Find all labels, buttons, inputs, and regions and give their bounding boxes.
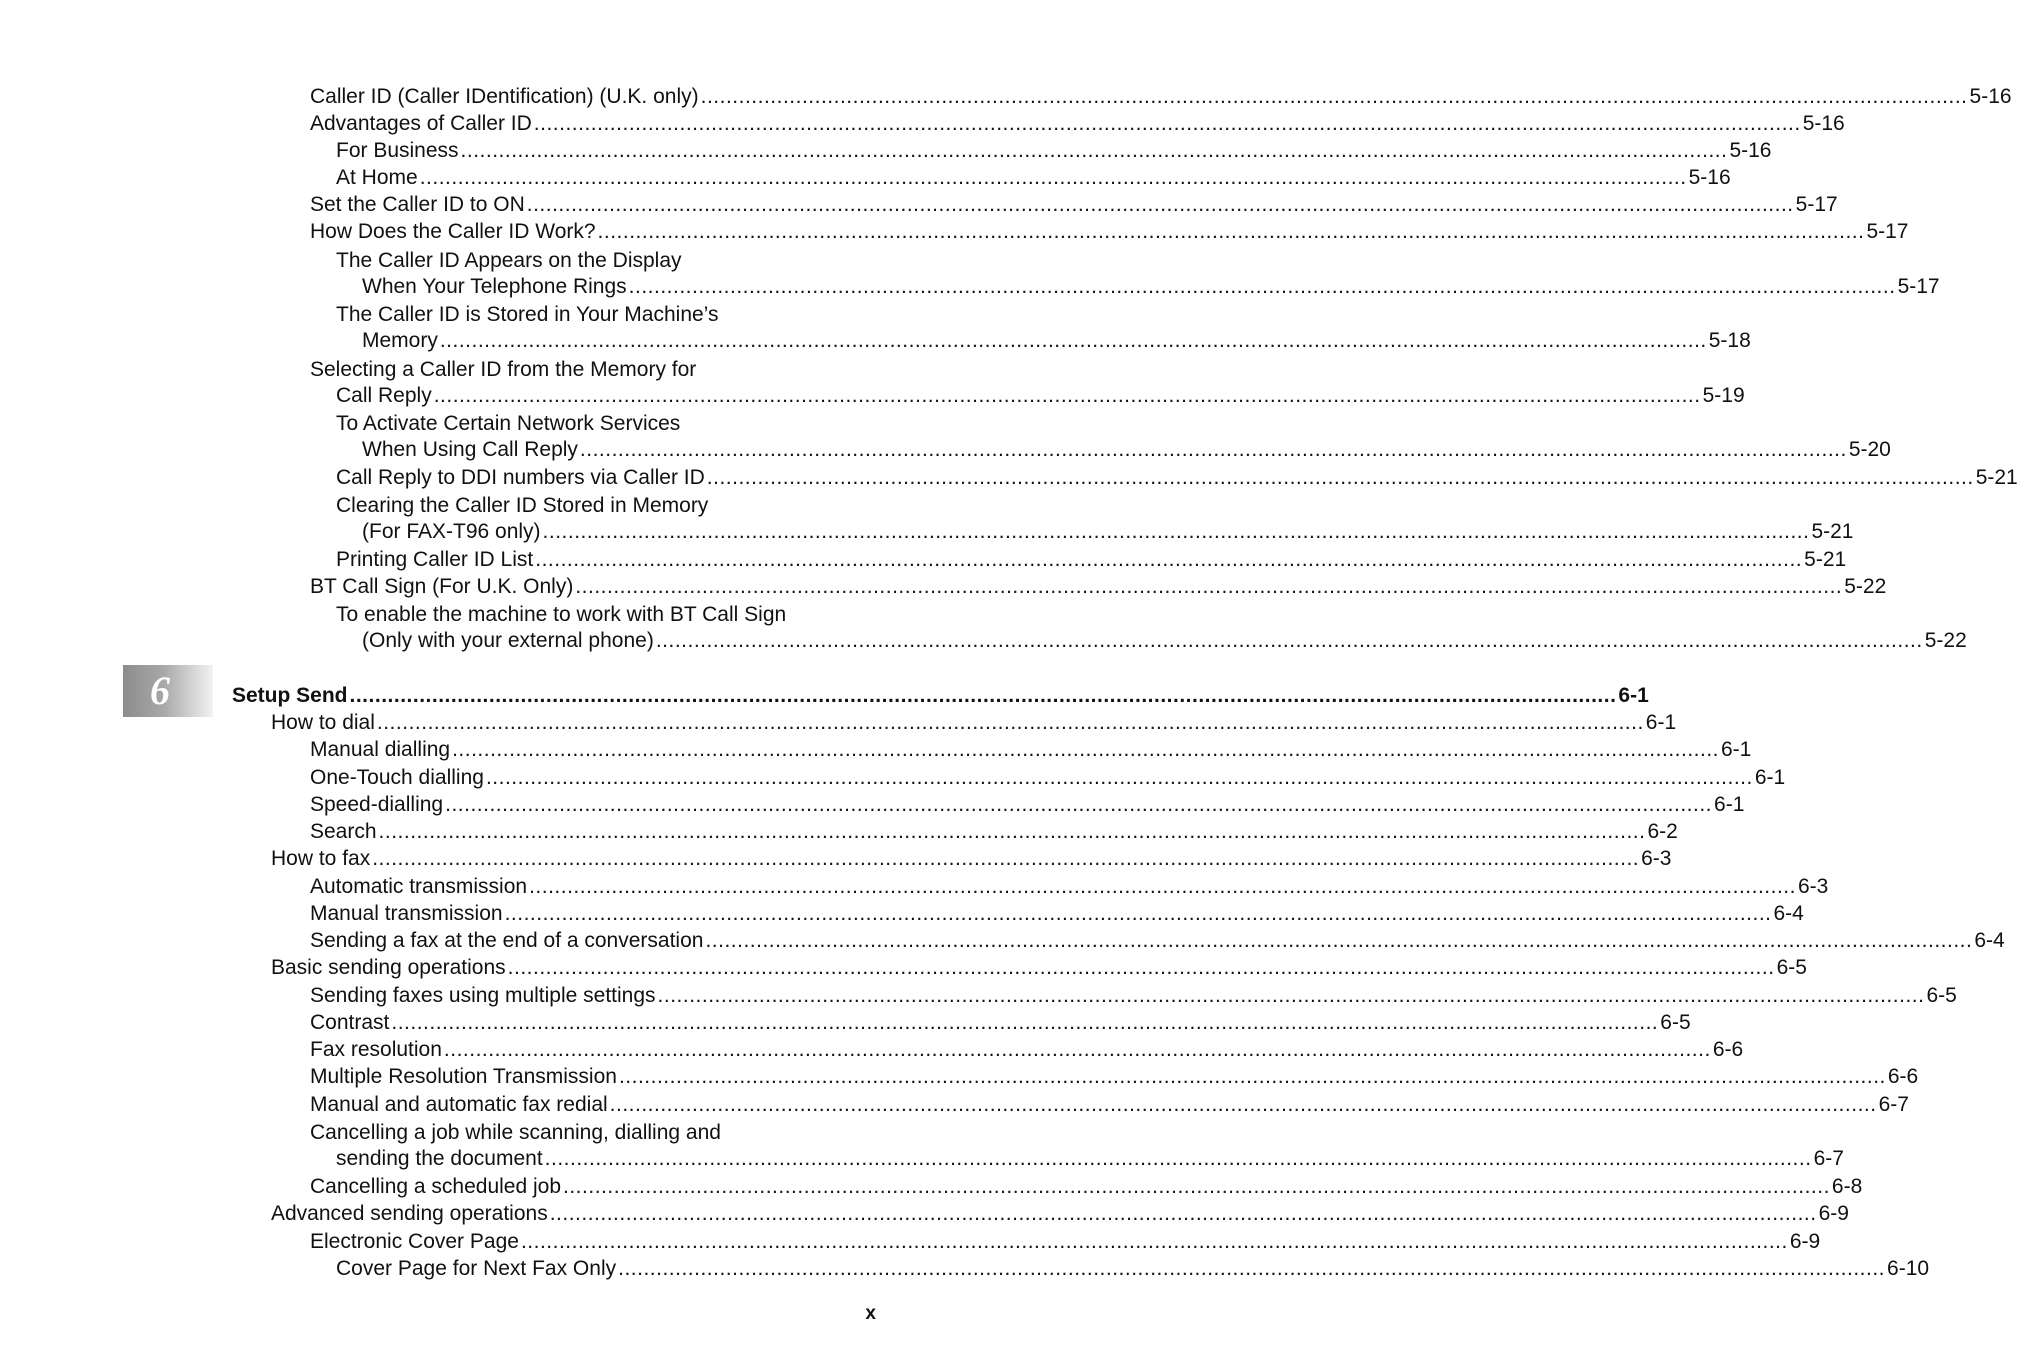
dot-leader: ........................................................................................................................................................................................................	[655, 629, 1923, 652]
toc-entry	[336, 411, 876, 437]
toc-entry-title: Cancelling a scheduled job	[310, 1175, 562, 1198]
toc-entry-page: 5-21	[1811, 520, 1854, 543]
toc-entry-title: Selecting a Caller ID from the Memory for	[310, 358, 697, 381]
toc-entry	[310, 874, 1829, 900]
toc-entry-title: Manual transmission	[310, 902, 503, 925]
toc-entry-page: 5-21	[1804, 548, 1847, 571]
toc-entry	[310, 792, 1745, 818]
dot-leader: ........................................................................................................................................................................................................	[618, 1257, 1886, 1280]
toc-entry	[310, 219, 1909, 245]
dot-leader: ........................................................................................................................................................................................................	[579, 438, 1847, 461]
toc-entry	[271, 710, 1677, 736]
dot-leader: ........................................................................................................................................................................................................	[575, 575, 1843, 598]
dot-leader: ........................................................................................................................................................................................................	[563, 1175, 1830, 1198]
toc-entry-page: 5-17	[1897, 275, 1940, 298]
toc-entry	[310, 84, 2012, 110]
dot-leader: ........................................................................................................................................................................................................	[439, 329, 1707, 352]
dot-leader: ........................................................................................................................................................................................................	[452, 738, 1719, 761]
dot-leader: ........................................................................................................................................................................................................	[700, 85, 1968, 108]
toc-entry-title: The Caller ID Appears on the Display	[336, 249, 682, 272]
toc-entry-page: 6-9	[1789, 1230, 1821, 1253]
dot-leader: ........................................................................................................................................................................................................	[445, 793, 1713, 816]
dot-leader: ........................................................................................................................................................................................................	[706, 466, 1974, 489]
dot-leader: ........................................................................................................................................................................................................	[542, 520, 1810, 543]
page-number: x	[865, 1303, 876, 1324]
toc-entry-title: When Your Telephone Rings	[362, 275, 627, 298]
toc-entry-page: 6-2	[1647, 820, 1678, 843]
toc-entry-page: 5-17	[1795, 193, 1838, 216]
dot-leader: ........................................................................................................................................................................................................	[419, 166, 1687, 189]
dot-leader: ........................................................................................................................................................................................................	[485, 766, 1753, 789]
toc-entry-page: 6-1	[1714, 793, 1745, 816]
dot-leader: ........................................................................................................................................................................................................	[507, 956, 1775, 979]
toc-entry-page: 6-1	[1754, 766, 1786, 789]
toc-entry-page: 5-16	[1969, 85, 2012, 108]
toc-entry	[310, 901, 1804, 927]
toc-entry	[310, 737, 1752, 763]
toc-entry	[310, 1174, 1863, 1200]
toc-entry-page: 6-1	[1721, 738, 1752, 761]
toc-entry-page: 6-6	[1887, 1065, 1919, 1088]
dot-leader: ........................................................................................................................................................................................................	[504, 902, 1772, 925]
dot-leader: ........................................................................................................................................................................................................	[391, 1011, 1659, 1034]
toc-entry	[336, 383, 1745, 409]
toc-entry-page: 6-8	[1831, 1175, 1863, 1198]
toc-entry	[310, 1064, 1919, 1090]
toc-entry-title: Printing Caller ID List	[336, 548, 534, 571]
toc-entry-page: 6-1	[1645, 711, 1677, 734]
toc-entry	[310, 357, 876, 383]
toc-entry-title: Caller ID (Caller IDentification) (U.K. only)	[310, 85, 699, 108]
toc-entry	[362, 274, 1940, 300]
dot-leader: ........................................................................................................................................................................................................	[520, 1230, 1788, 1253]
toc-entry	[310, 928, 2005, 954]
toc-entry-page: 6-7	[1813, 1147, 1844, 1170]
dot-leader: ........................................................................................................................................................................................................	[549, 1202, 1817, 1225]
dot-leader: ........................................................................................................................................................................................................	[372, 847, 1640, 870]
dot-leader: ........................................................................................................................................................................................................	[533, 112, 1801, 135]
toc-entry-title: (Only with your external phone)	[362, 629, 654, 652]
toc-entry	[362, 519, 1854, 545]
toc-entry	[310, 192, 1838, 218]
toc-entry	[310, 983, 1957, 1009]
dot-leader: ........................................................................................................................................................................................................	[597, 220, 1865, 243]
toc-entry-title: To enable the machine to work with BT Call Sign	[336, 603, 787, 626]
toc-entry	[362, 437, 1891, 463]
dot-leader: ........................................................................................................................................................................................................	[526, 193, 1794, 216]
toc-entry-title: Basic sending operations	[271, 956, 506, 979]
toc-entry-title: Call Reply	[336, 384, 432, 407]
toc-entry	[362, 328, 1751, 354]
toc-entry-page: 5-17	[1866, 220, 1909, 243]
toc-entry	[336, 138, 1772, 164]
dot-leader: ........................................................................................................................................................................................................	[535, 548, 1803, 571]
toc-entry-title: Memory	[362, 329, 438, 352]
toc-entry	[336, 465, 2018, 491]
toc-entry-title: To Activate Certain Network Services	[336, 412, 681, 435]
toc-entry-title: Setup Send	[232, 684, 348, 707]
toc-entry-title: sending the document	[336, 1147, 543, 1170]
toc-entry-title: Advantages of Caller ID	[310, 112, 532, 135]
toc-entry	[310, 765, 1786, 791]
toc-entry	[310, 1092, 1909, 1118]
toc-entry	[336, 602, 876, 628]
toc-entry-title: BT Call Sign (For U.K. Only)	[310, 575, 574, 598]
toc-entry-title: Call Reply to DDI numbers via Caller ID	[336, 466, 705, 489]
toc-entry-title: One-Touch dialling	[310, 766, 484, 789]
toc-entry-title: Advanced sending operations	[271, 1202, 548, 1225]
toc-entry	[271, 1201, 1849, 1227]
toc-entry	[271, 955, 1807, 981]
toc-entry-title: Search	[310, 820, 377, 843]
dot-leader: ........................................................................................................................................................................................................	[349, 684, 1617, 707]
toc-entry	[310, 111, 1845, 137]
toc-entry-page: 6-4	[1974, 929, 2005, 952]
toc-entry-page: 6-5	[1926, 984, 1957, 1007]
toc-entry-title: Manual and automatic fax redial	[310, 1093, 608, 1116]
toc-entry	[310, 819, 1678, 845]
toc-entry-title: At Home	[336, 166, 418, 189]
toc-entry	[310, 574, 1887, 600]
dot-leader: ........................................................................................................................................................................................................	[628, 275, 1896, 298]
toc-entry-page: 5-18	[1708, 329, 1751, 352]
toc-entry-title: Cancelling a job while scanning, dialling and	[310, 1121, 721, 1144]
toc-entry-title: Manual dialling	[310, 738, 451, 761]
toc-entry-page: 5-16	[1802, 112, 1845, 135]
toc-entry-title: Fax resolution	[310, 1038, 442, 1061]
toc-entry-page: 6-3	[1641, 847, 1672, 870]
dot-leader: ........................................................................................................................................................................................................	[378, 820, 1646, 843]
dot-leader: ........................................................................................................................................................................................................	[705, 929, 1973, 952]
dot-leader: ........................................................................................................................................................................................................	[657, 984, 1925, 1007]
toc-entry	[310, 1037, 1744, 1063]
toc-entry-page: 6-3	[1797, 875, 1829, 898]
toc-entry-title: Set the Caller ID to ON	[310, 193, 525, 216]
dot-leader: ........................................................................................................................................................................................................	[460, 139, 1728, 162]
toc-entry-title: How to dial	[271, 711, 375, 734]
dot-leader: ........................................................................................................................................................................................................	[433, 384, 1701, 407]
toc-entry-page: 5-16	[1729, 139, 1772, 162]
toc-entry	[336, 547, 1847, 573]
toc-entry-title: Multiple Resolution Transmission	[310, 1065, 617, 1088]
toc-entry	[310, 1120, 876, 1146]
toc-entry-page: 5-22	[1924, 629, 1967, 652]
toc-entry-page: 5-16	[1688, 166, 1731, 189]
dot-leader: ........................................................................................................................................................................................................	[544, 1147, 1812, 1170]
toc-entry-title: Contrast	[310, 1011, 390, 1034]
toc-entry-page: 6-10	[1887, 1257, 1930, 1280]
toc-entry	[271, 846, 1672, 872]
dot-leader: ........................................................................................................................................................................................................	[443, 1038, 1711, 1061]
toc-entry-page: 6-5	[1776, 956, 1807, 979]
toc-entry-page: 6-7	[1878, 1093, 1909, 1116]
toc-entry-title: Automatic transmission	[310, 875, 528, 898]
toc-entry-title: The Caller ID is Stored in Your Machine’s	[336, 303, 719, 326]
toc-entry-title: (For FAX-T96 only)	[362, 520, 541, 543]
toc-entry-title: For Business	[336, 139, 459, 162]
toc-entry	[232, 683, 1649, 709]
toc-entry-title: How to fax	[271, 847, 371, 870]
toc-entry-page: 6-5	[1660, 1011, 1691, 1034]
toc-entry	[310, 1010, 1691, 1036]
toc-entry-page: 5-19	[1702, 384, 1745, 407]
toc-entry-title: Sending a fax at the end of a conversation	[310, 929, 704, 952]
toc-entry	[336, 1256, 1930, 1282]
toc-entry-title: How Does the Caller ID Work?	[310, 220, 596, 243]
toc-entry-title: Speed-dialling	[310, 793, 444, 816]
toc-entry	[336, 302, 876, 328]
toc-entry	[336, 165, 1731, 191]
toc-entry-title: Sending faxes using multiple settings	[310, 984, 656, 1007]
dot-leader: ........................................................................................................................................................................................................	[618, 1065, 1886, 1088]
chapter-number: 6	[150, 668, 170, 713]
toc-entry-page: 5-20	[1848, 438, 1891, 461]
toc-entry-title: When Using Call Reply	[362, 438, 578, 461]
toc-entry-page: 5-21	[1975, 466, 2018, 489]
toc-entry	[310, 1229, 1821, 1255]
dot-leader: ........................................................................................................................................................................................................	[529, 875, 1796, 898]
toc-entry-page: 6-1	[1618, 684, 1649, 707]
toc-entry	[336, 1146, 1844, 1172]
toc-entry-title: Cover Page for Next Fax Only	[336, 1257, 617, 1280]
toc-entry	[336, 493, 876, 519]
toc-entry-page: 5-22	[1844, 575, 1887, 598]
toc-entry-title: Clearing the Caller ID Stored in Memory	[336, 494, 709, 517]
toc-entry	[336, 248, 876, 274]
toc-entry	[362, 628, 1967, 654]
toc-entry-title: Electronic Cover Page	[310, 1230, 519, 1253]
toc-entry-page: 6-6	[1712, 1038, 1744, 1061]
toc-entry-page: 6-4	[1773, 902, 1804, 925]
toc-entry-page: 6-9	[1818, 1202, 1849, 1225]
dot-leader: ........................................................................................................................................................................................................	[609, 1093, 1877, 1116]
dot-leader: ........................................................................................................................................................................................................	[376, 711, 1644, 734]
